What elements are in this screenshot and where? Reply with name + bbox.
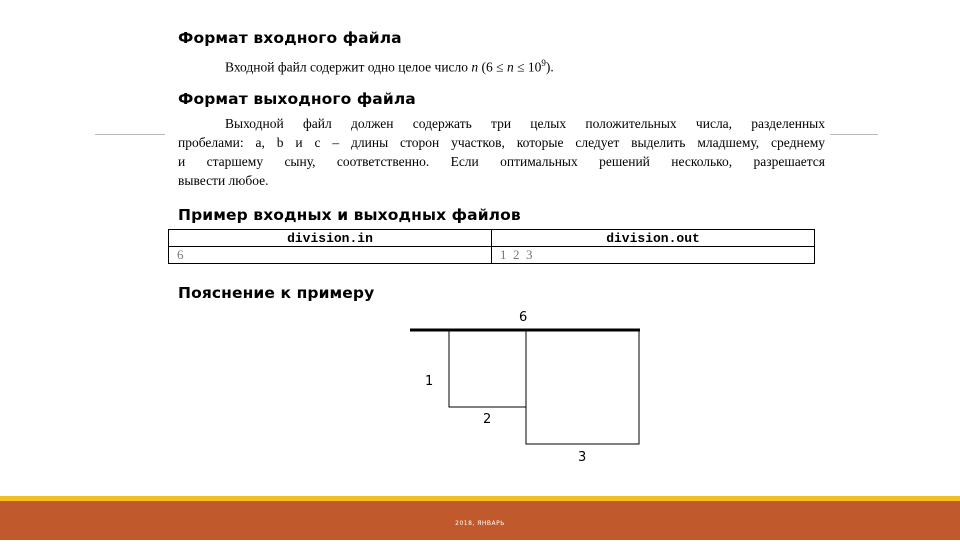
output-line-1: Выходной файл должен содержать три целых положительных числа, разделенных bbox=[225, 116, 825, 131]
sample-input-value: 6 bbox=[169, 247, 492, 264]
sample-heading: Пример входных и выходных файлов bbox=[178, 206, 521, 224]
input-constraint-var: n bbox=[506, 59, 514, 75]
diagram-label-left: 1 bbox=[425, 374, 434, 389]
output-line-2: пробелами: a, b и c – длины сторон участков, которые следует выделить младшему, среднему bbox=[178, 135, 825, 150]
output-line-4: вывести любое. bbox=[178, 173, 269, 188]
footer-date: 2018, ЯНВАРЬ bbox=[455, 520, 505, 527]
explanation-heading: Пояснение к примеру bbox=[178, 284, 375, 302]
input-constraint-close: ). bbox=[545, 59, 554, 75]
diagram-label-top: 6 bbox=[519, 310, 528, 325]
input-constraint-exponent: 9 bbox=[541, 58, 546, 68]
input-format-heading: Формат входного файла bbox=[178, 29, 402, 47]
footer-bar bbox=[0, 501, 960, 540]
sample-output-value: 1 2 3 bbox=[492, 247, 815, 264]
output-line-3: и старшему сыну, соответственно. Если оптимальных решений несколько, разрешается bbox=[178, 154, 825, 169]
output-format-heading: Формат выходного файла bbox=[178, 90, 416, 108]
sample-output-filename: division.out bbox=[492, 230, 815, 247]
diagram-label-middle: 2 bbox=[483, 412, 492, 427]
input-constraint-le: ≤ 10 bbox=[517, 59, 542, 75]
input-format-sentence: Входной файл содержит одно целое число bbox=[225, 59, 469, 75]
diagram-square-3 bbox=[526, 330, 639, 444]
diagram-square-2 bbox=[449, 330, 526, 407]
sample-input-filename: division.in bbox=[169, 230, 492, 247]
diagram-label-bottom: 3 bbox=[578, 450, 587, 465]
input-var-n: n bbox=[471, 59, 479, 75]
input-constraint-open: (6 ≤ bbox=[481, 59, 504, 75]
